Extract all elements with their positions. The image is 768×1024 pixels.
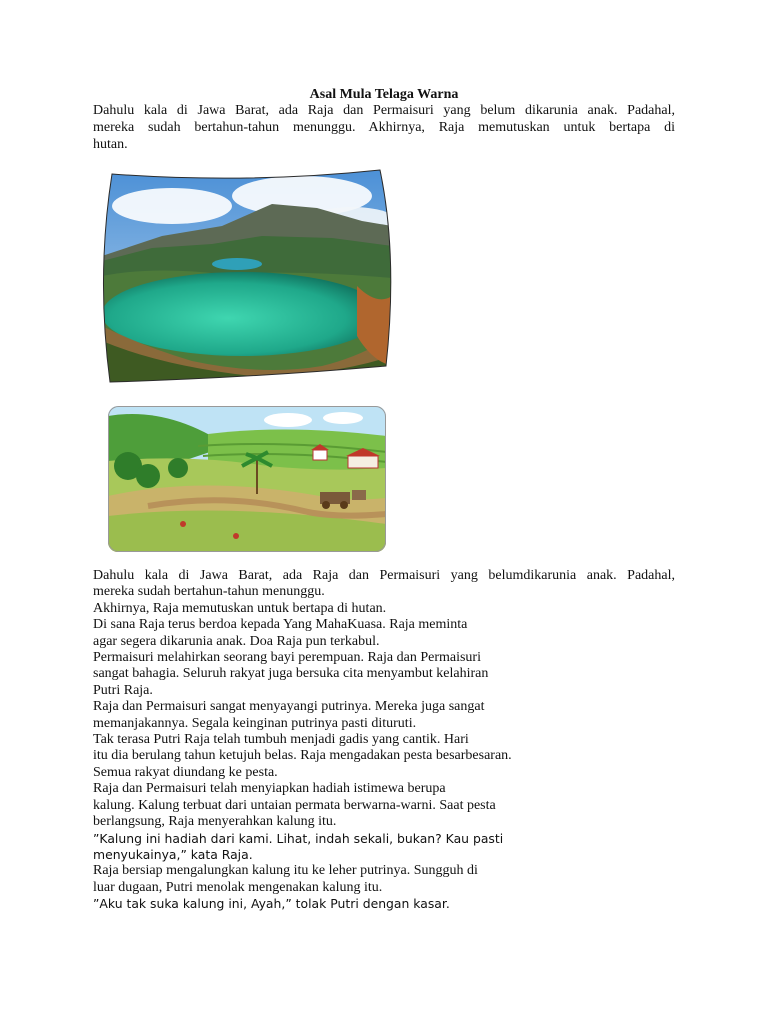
story-line: mereka sudah bertahun-tahun menunggu. [93, 584, 325, 600]
story-line: berlangsung, Raja menyerahkan kalung itu. [93, 814, 337, 830]
story-line: Akhirnya, Raja memutuskan untuk bertapa di hutan. [93, 600, 387, 616]
story-line: kalung. Kalung terbuat dari untaian permata berwarna-warni. Saat pesta [93, 797, 496, 813]
story-line: Permaisuri melahirkan seorang bayi perempuan. Raja dan Permaisuri [93, 650, 481, 666]
intro-line: Dahulu kala di Jawa Barat, ada Raja dan Permaisuri yang belum dikarunia anak. Padahal, [93, 103, 675, 118]
story-line: ”Aku tak suka kalung ini, Ayah,” tolak Putri dengan kasar. [93, 896, 450, 912]
story-line: Di sana Raja terus berdoa kepada Yang MahaKuasa. Raja meminta [93, 617, 468, 633]
story-line: Raja dan Permaisuri sangat menyayangi putrinya. Mereka juga sangat [93, 699, 485, 715]
story-line: Raja dan Permaisuri telah menyiapkan hadiah istimewa berupa [93, 781, 446, 797]
story-line: agar segera dikarunia anak. Doa Raja pun terkabul. [93, 633, 380, 649]
story-line: sangat bahagia. Seluruh rakyat juga bersuka cita menyambut kelahiran [93, 666, 489, 682]
story-line: memanjakannya. Segala keinginan putrinya pasti dituruti. [93, 715, 417, 731]
intro-paragraph [93, 102, 675, 153]
story-line: menyukainya,” kata Raja. [93, 846, 253, 862]
story-line: Raja bersiap mengalungkan kalung itu ke leher putrinya. Sungguh di [93, 863, 478, 879]
story-line: ”Kalung ini hadiah dari kami. Lihat, indah sekali, bukan? Kau pasti [93, 830, 504, 846]
story-line: Tak terasa Putri Raja telah tumbuh menjadi gadis yang cantik. Hari [93, 732, 469, 748]
story-line: Dahulu kala di Jawa Barat, ada Raja dan Permaisuri yang belumdikarunia anak. Padahal, [93, 568, 675, 583]
story-line: itu dia berulang tahun ketujuh belas. Raja mengadakan pesta besarbesaran. [93, 748, 512, 764]
story-body [93, 568, 675, 913]
story-line: Putri Raja. [93, 682, 153, 698]
village-illustration [108, 406, 386, 552]
story-line: Semua rakyat diundang ke pesta. [93, 764, 278, 780]
intro-line: hutan. [93, 137, 128, 152]
story-line: luar dugaan, Putri menolak mengenakan kalung itu. [93, 879, 383, 895]
intro-line: mereka sudah bertahun-tahun menunggu. Akhirnya, Raja memutuskan untuk bertapa di [93, 120, 675, 135]
lake-photo [102, 166, 392, 386]
document-title: Asal Mula Telaga Warna [309, 87, 459, 102]
